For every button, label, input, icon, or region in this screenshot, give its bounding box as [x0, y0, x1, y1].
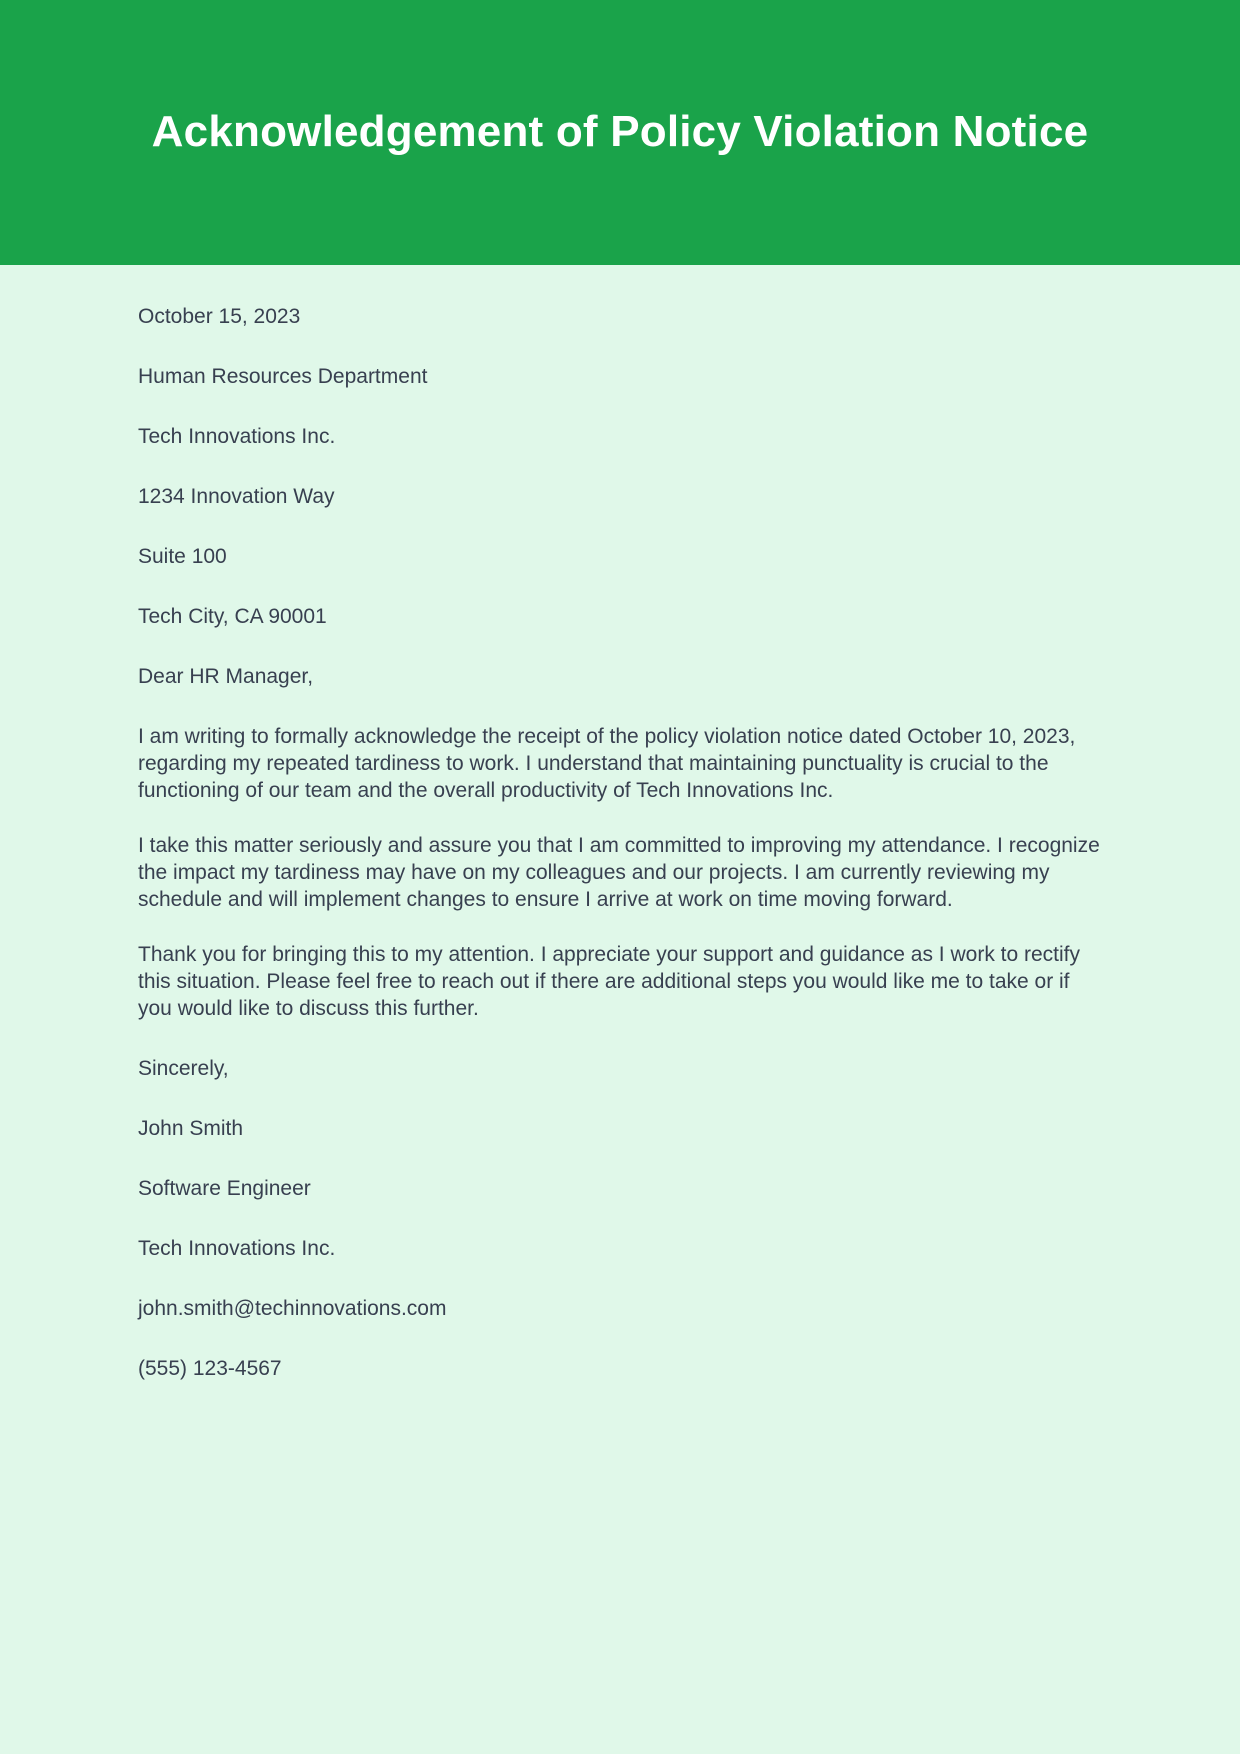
- salutation: Dear HR Manager,: [138, 665, 314, 688]
- recipient-city-state-zip: Tech City, CA 90001: [138, 605, 327, 628]
- closing-salutation: Sincerely,: [138, 1057, 229, 1080]
- recipient-department: Human Resources Department: [138, 365, 428, 388]
- body-paragraph-3: Thank you for bringing this to my attention. I appreciate your support and guidance as I work to rectify this situation. Please feel free to reach out if there are additional steps you would like me to take or if you would like to discuss this further.: [138, 943, 1081, 1020]
- page-title: Acknowledgement of Policy Violation Notice: [151, 107, 1089, 157]
- signature-phone: (555) 123-4567: [138, 1357, 282, 1380]
- signature-email: john.smith@techinnovations.com: [138, 1297, 447, 1320]
- letter-date: October 15, 2023: [138, 305, 301, 328]
- recipient-street: 1234 Innovation Way: [138, 485, 335, 508]
- document-header-banner: [0, 0, 1240, 265]
- signature-job-title: Software Engineer: [138, 1177, 311, 1200]
- recipient-suite: Suite 100: [138, 545, 227, 568]
- body-paragraph-2: I take this matter seriously and assure you that I am committed to improving my attendance. I recognize the impact my tardiness may have on my colleagues and our projects. I am currently reviewing my schedule and will implement changes to ensure I arrive at work on time moving forward.: [138, 834, 1100, 911]
- signature-name: John Smith: [138, 1117, 244, 1140]
- body-paragraph-1: I am writing to formally acknowledge the receipt of the policy violation notice dated October 10, 2023, regarding my repeated tardiness to work. I understand that maintaining punctuality is crucial to the functioning of our team and the overall productivity of Tech Innovations Inc.: [138, 725, 1076, 802]
- letter-body: [0, 265, 1240, 1475]
- signature-company: Tech Innovations Inc.: [138, 1237, 336, 1260]
- recipient-company: Tech Innovations Inc.: [138, 425, 336, 448]
